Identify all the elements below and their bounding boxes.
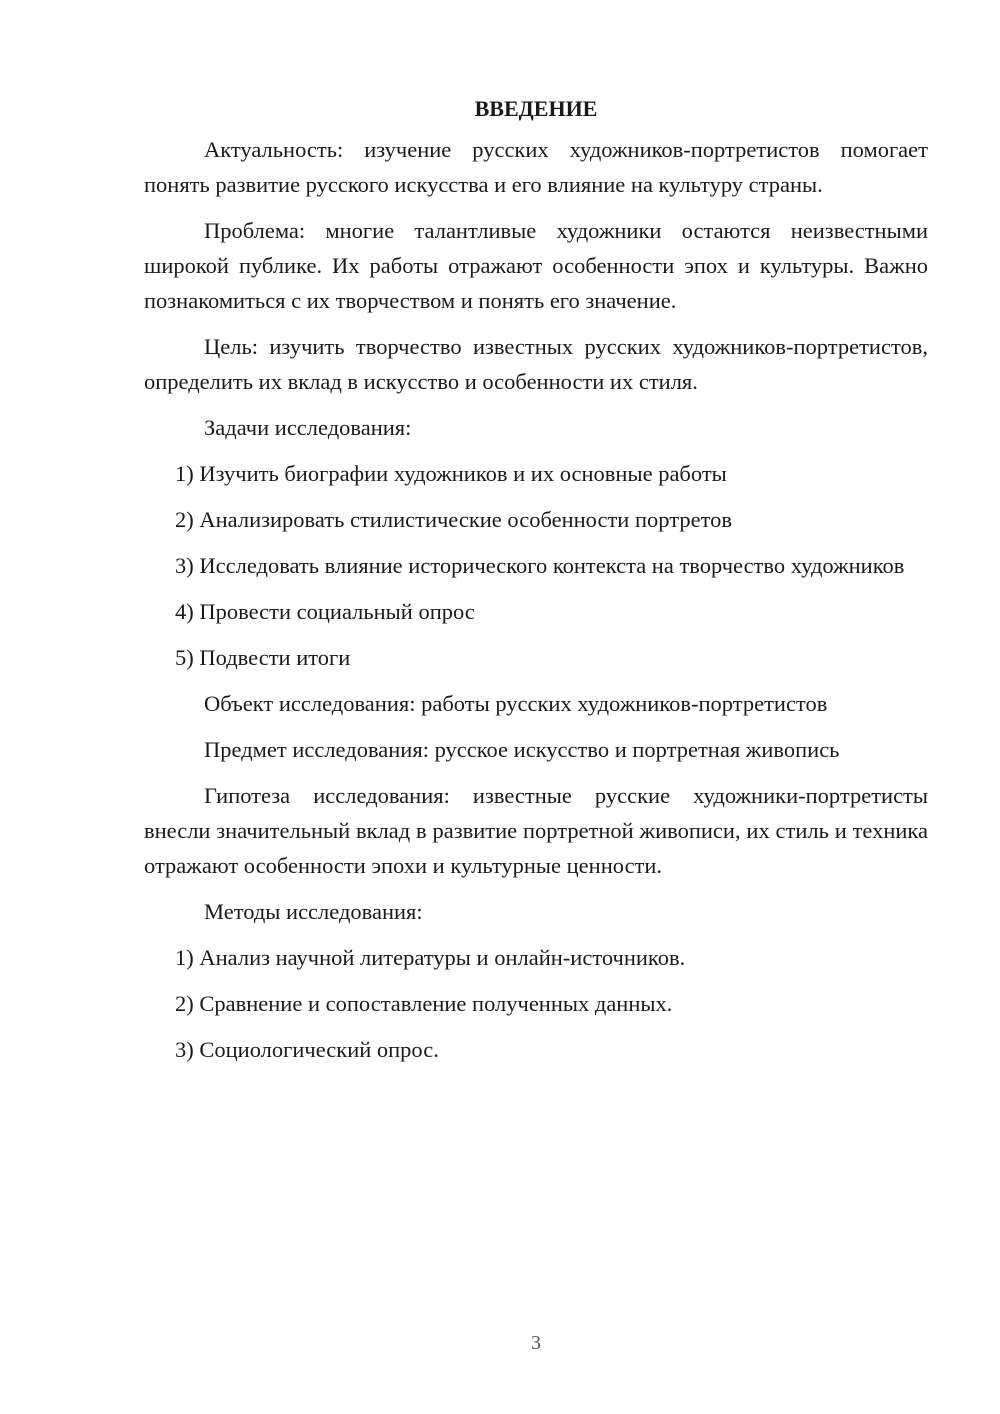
task-item-5: 5) Подвести итоги bbox=[175, 645, 351, 670]
paragraph-hypothesis: Гипотеза исследования: известные русские художники-портретисты внесли значительный вклад в развитие портретной живописи, их стиль и техника отражают особенности эпохи и культурные ценности. bbox=[144, 783, 928, 878]
task-item-2: 2) Анализировать стилистические особенности портретов bbox=[175, 507, 732, 532]
paragraph-problem: Проблема: многие талантливые художники остаются неизвестными широкой публике. Их работы отражают особенности эпох и культуры. Важно познакомиться с их творчеством и понять его значение. bbox=[144, 218, 928, 313]
method-item-1: 1) Анализ научной литературы и онлайн-источников. bbox=[175, 945, 686, 970]
page-number: 3 bbox=[531, 1332, 541, 1354]
task-item-4: 4) Провести социальный опрос bbox=[175, 599, 475, 624]
section-title: ВВЕДЕНИЕ bbox=[474, 96, 598, 121]
paragraph-relevance: Актуальность: изучение русских художников-портретистов помогает понять развитие русского искусства и его влияние на культуру страны. bbox=[144, 137, 928, 197]
paragraph-subject: Предмет исследования: русское искусство и портретная живопись bbox=[204, 737, 840, 762]
task-item-1: 1) Изучить биографии художников и их основные работы bbox=[175, 461, 727, 486]
task-item-3: 3) Исследовать влияние исторического контекста на творчество художников bbox=[175, 553, 905, 578]
paragraph-object: Объект исследования: работы русских художников-портретистов bbox=[204, 691, 828, 716]
paragraph-goal: Цель: изучить творчество известных русских художников-портретистов, определить их вклад в искусство и особенности их стиля. bbox=[144, 334, 928, 394]
paragraph-tasks-heading: Задачи исследования: bbox=[204, 415, 412, 440]
method-item-3: 3) Социологический опрос. bbox=[175, 1037, 439, 1062]
paragraph-methods-heading: Методы исследования: bbox=[204, 899, 423, 924]
method-item-2: 2) Сравнение и сопоставление полученных данных. bbox=[175, 991, 673, 1016]
document-page bbox=[144, 90, 928, 1067]
